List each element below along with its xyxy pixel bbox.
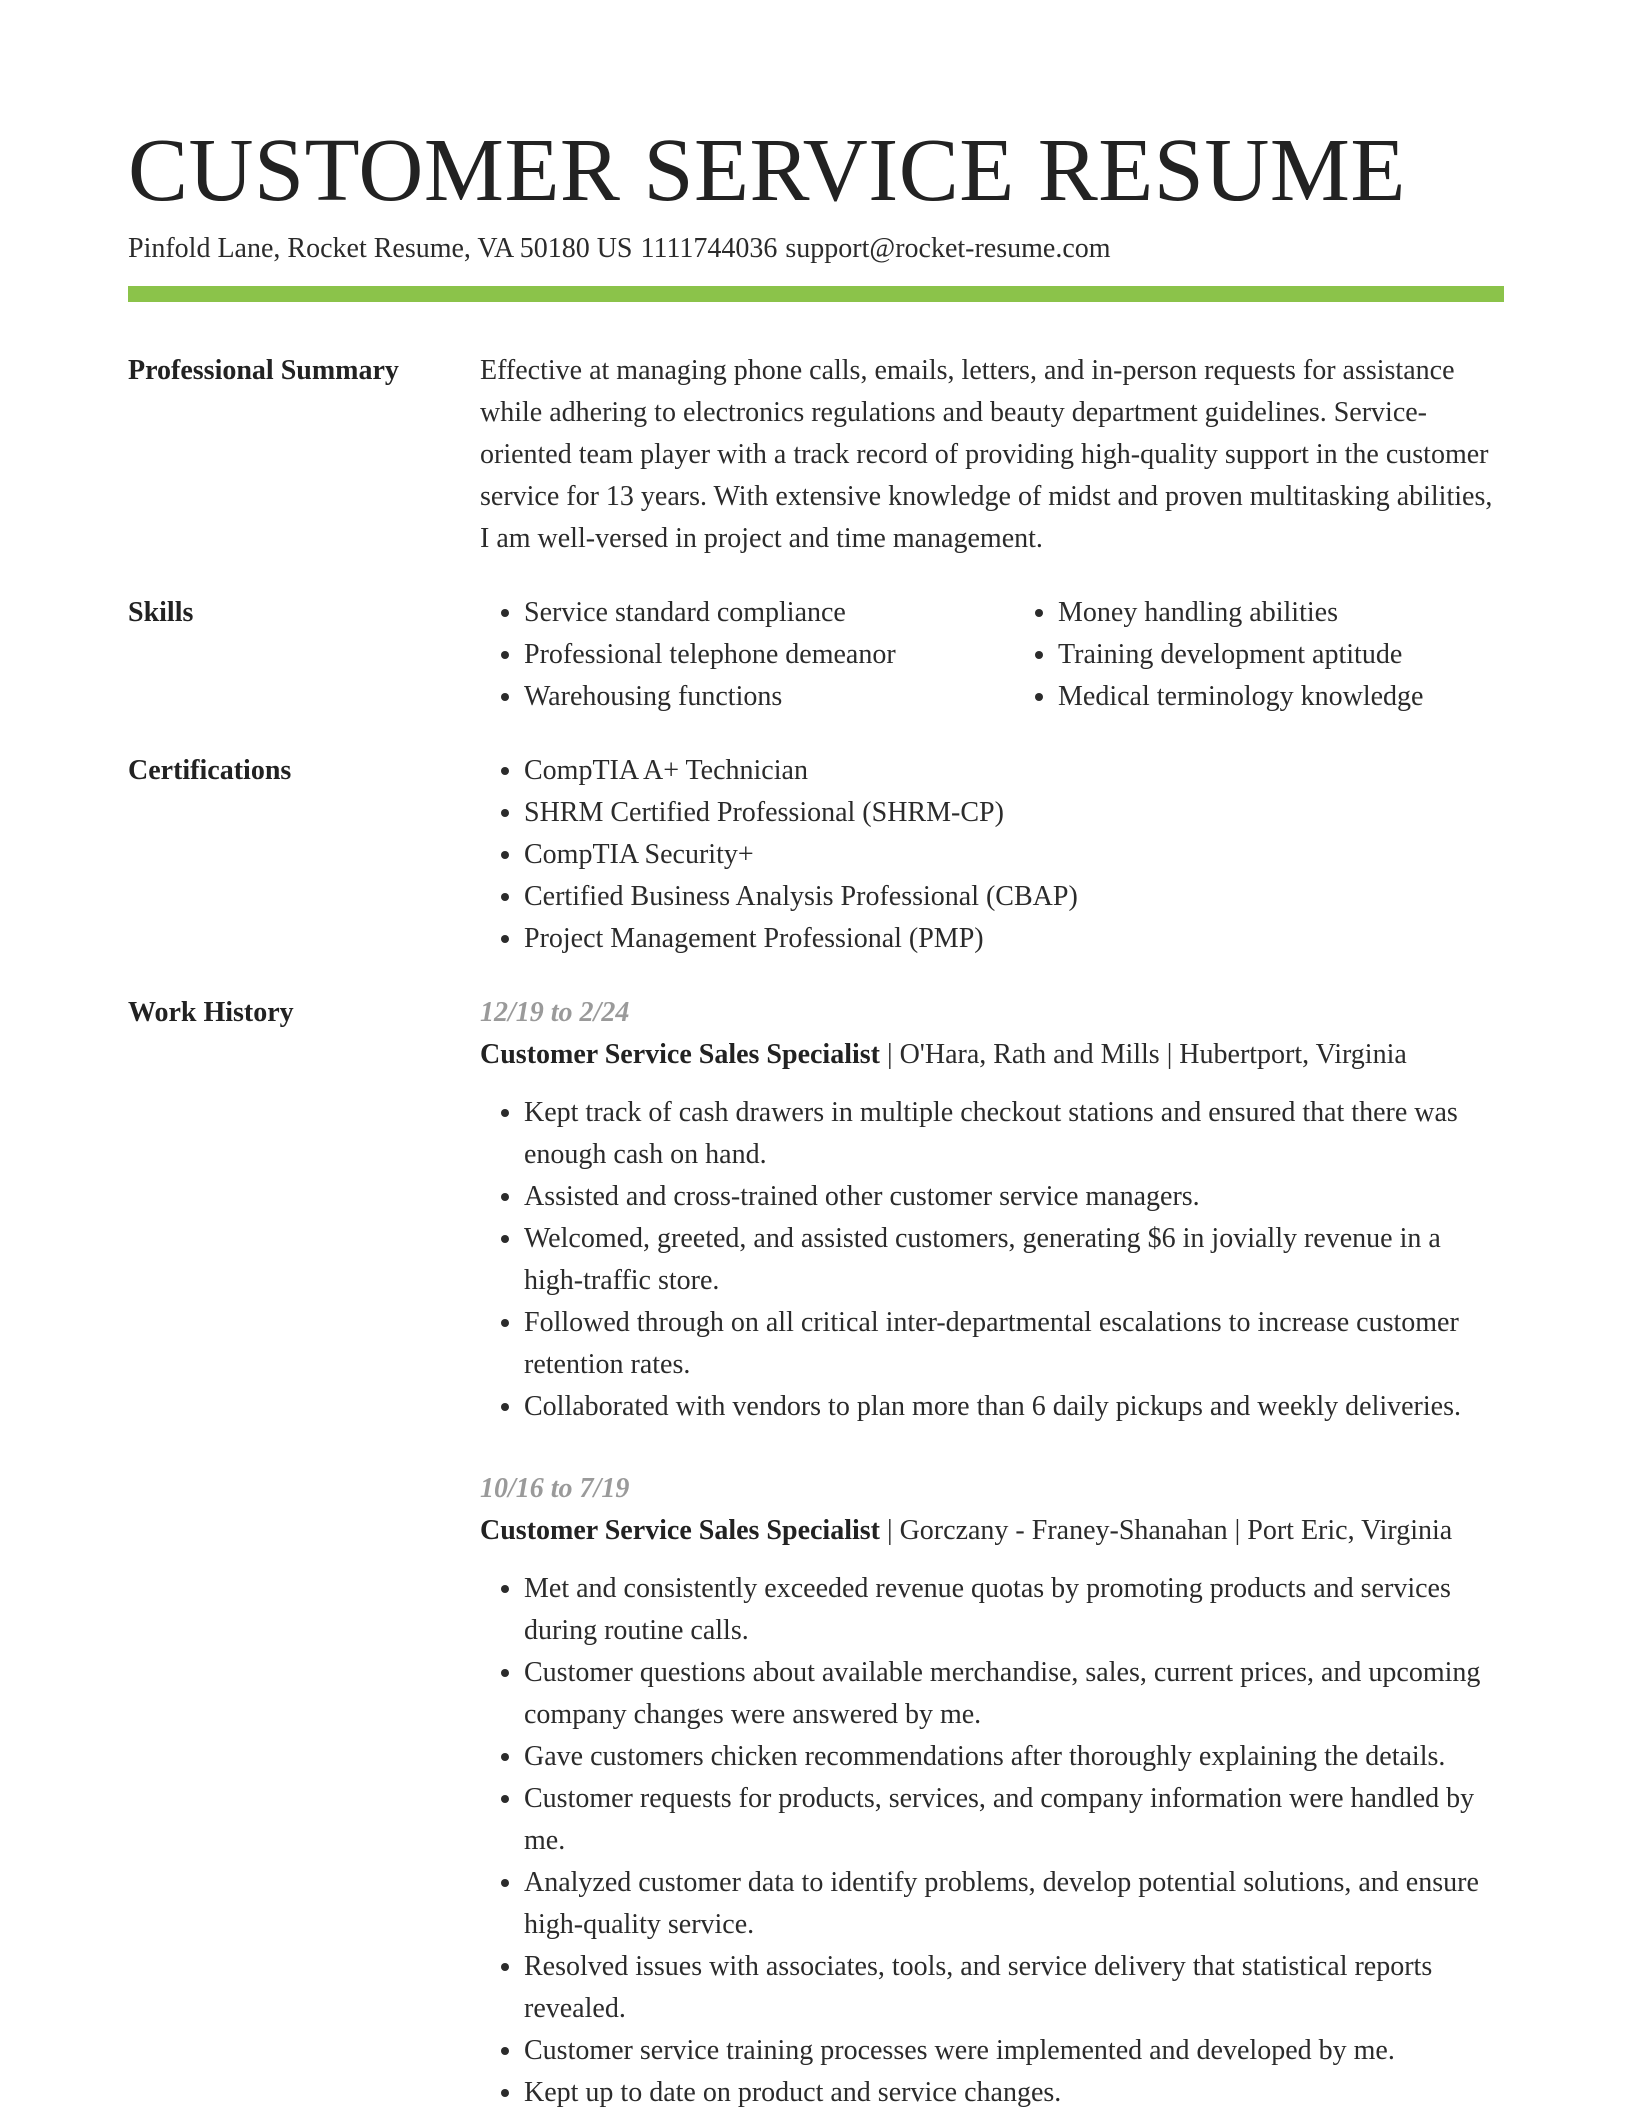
job-heading [480,1034,1504,1076]
accent-divider [128,286,1504,302]
certifications-list [480,750,1504,960]
skills-list-right [1014,592,1504,718]
contact-line [128,232,1111,266]
job-bullets [480,1568,1504,2114]
job-bullet: • Met and consistently exceeded revenue quotas by promoting products and services during routine calls. [524,1568,1504,1652]
skill-item: • Service standard compliance [524,592,970,634]
job-entry [480,1468,1504,2114]
certification-item: • SHRM Certified Professional (SHRM-CP) [524,792,1504,834]
work-history-body [480,992,1504,2114]
certification-item: • Certified Business Analysis Professional (CBAP) [524,876,1504,918]
job-title: Customer Service Sales Specialist [480,1515,880,1546]
certifications-body [480,750,1504,960]
job-bullet: • Kept track of cash drawers in multiple checkout stations and ensured that there was enough cash on hand. [524,1092,1504,1176]
skill-item: • Professional telephone demeanor [524,634,970,676]
certification-item: • CompTIA A+ Technician [524,750,1504,792]
job-bullet: • Welcomed, greeted, and assisted customers, generating $6 in jovially revenue in a high-traffic store. [524,1218,1504,1302]
job-entry [480,992,1504,1428]
contact-address: Pinfold Lane, Rocket Resume, VA 50180 US [128,233,633,264]
job-details: | O'Hara, Rath and Mills | Hubertport, Virginia [879,1039,1407,1070]
job-dates: 12/19 to 2/24 [480,997,630,1028]
skill-item: • Medical terminology knowledge [1058,676,1504,718]
job-title: Customer Service Sales Specialist [480,1039,880,1070]
job-heading [480,1510,1504,1552]
certification-item: • CompTIA Security+ [524,834,1504,876]
job-bullet: • Collaborated with vendors to plan more than 6 daily pickups and weekly deliveries. [524,1386,1504,1428]
skills-body [480,592,1504,718]
section-title-certifications: Certifications [128,755,292,786]
job-bullet: • Kept up to date on product and service changes. [524,2072,1504,2114]
job-bullet: • Assisted and cross-trained other customer service managers. [524,1176,1504,1218]
section-title-summary: Professional Summary [128,355,399,386]
skill-item: • Money handling abilities [1058,592,1504,634]
job-bullet: • Followed through on all critical inter-departmental escalations to increase customer retention rates. [524,1302,1504,1386]
skill-item: • Warehousing functions [524,676,970,718]
job-details: | Gorczany - Franey-Shanahan | Port Eric, Virginia [879,1515,1453,1546]
job-bullet: • Gave customers chicken recommendations after thoroughly explaining the details. [524,1736,1504,1778]
summary-text: Effective at managing phone calls, emails, letters, and in-person requests for assistance while adhering to electronics regulations and beauty department guidelines. Service-oriented team player with a track record of providing high-quality support in the customer service for 13 years. With extensive knowledge of midst and proven multitasking abilities, I am well-versed in project and time management. [480,355,1493,554]
summary-body [480,350,1504,560]
job-bullet: • Resolved issues with associates, tools, and service delivery that statistical reports revealed. [524,1946,1504,2030]
section-title-work-history: Work History [128,997,294,1028]
job-bullet: • Customer requests for products, services, and company information were handled by me. [524,1778,1504,1862]
contact-phone: 1111744036 [640,233,778,264]
skill-item: • Training development aptitude [1058,634,1504,676]
job-bullet: • Customer service training processes were implemented and developed by me. [524,2030,1504,2072]
job-bullet: • Analyzed customer data to identify problems, develop potential solutions, and ensure high-quality service. [524,1862,1504,1946]
skills-list-left [480,592,970,718]
certification-item: • Project Management Professional (PMP) [524,918,1504,960]
job-bullets [480,1092,1504,1428]
job-dates: 10/16 to 7/19 [480,1473,630,1504]
job-bullet: • Customer questions about available merchandise, sales, current prices, and upcoming company changes were answered by me. [524,1652,1504,1736]
contact-email: support@rocket-resume.com [785,233,1111,264]
section-title-skills: Skills [128,597,194,628]
resume-title: CUSTOMER SERVICE RESUME [128,121,1406,220]
